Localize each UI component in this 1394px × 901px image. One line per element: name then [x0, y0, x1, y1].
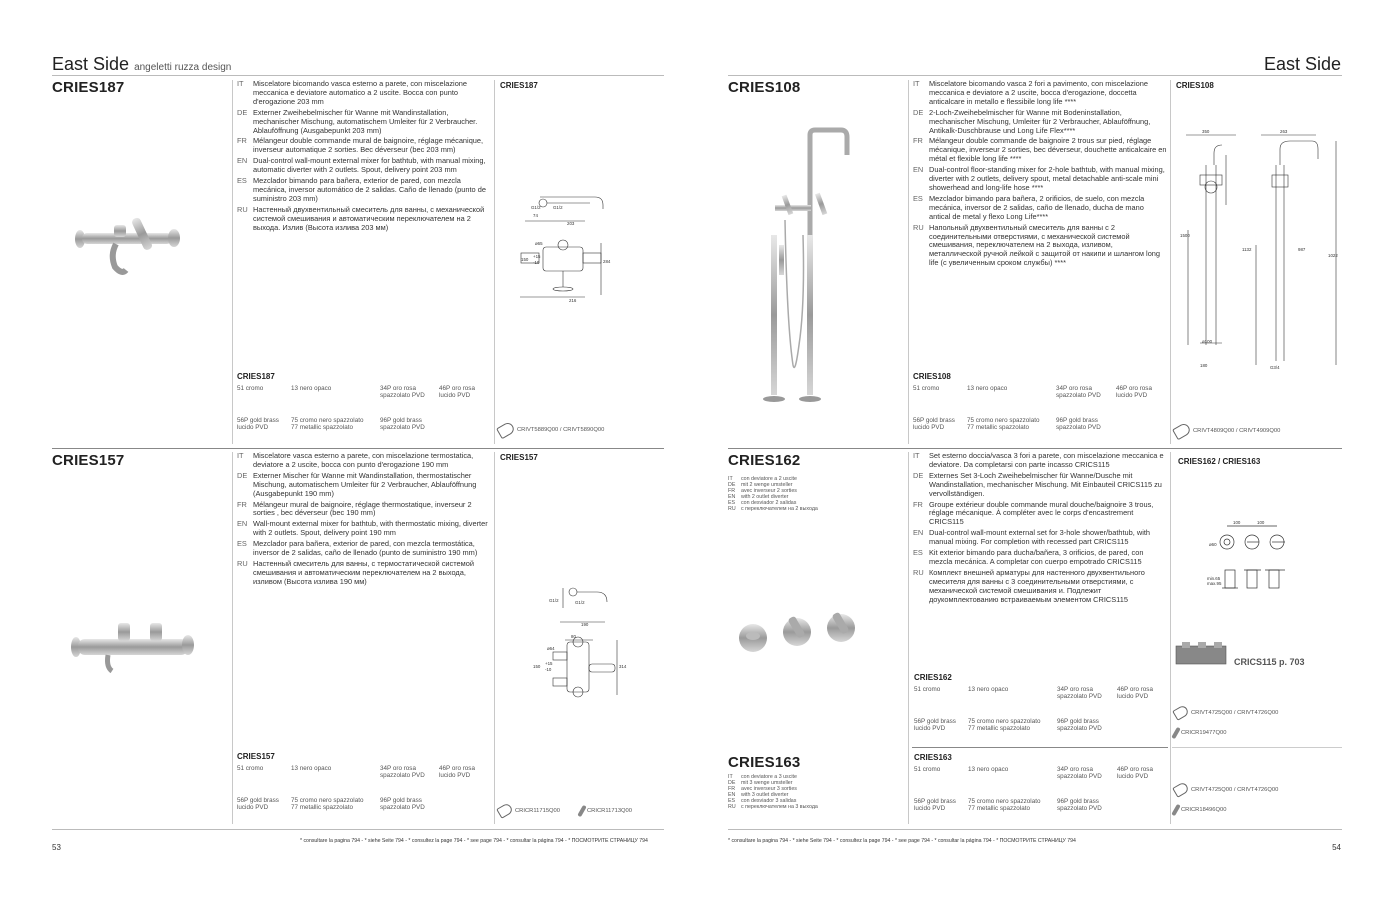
finish-item: 13 nero opaco — [968, 766, 1009, 773]
desc-row: IT Set esterno doccia/vasca 3 fori a parete, con miscelazione meccanica e deviatore. Da completarsi con parte incasso CRICS115 — [913, 451, 1164, 469]
dim-label: 150 — [521, 257, 529, 262]
dim-label: ø100 — [1202, 339, 1213, 344]
product-image — [68, 615, 198, 675]
right-page-header — [1264, 54, 1341, 75]
product-code: CRIES108 — [728, 79, 801, 96]
product-code: CRIES157 — [52, 452, 125, 469]
dim-label: ø60 — [1209, 542, 1217, 547]
section-rule — [912, 747, 1168, 748]
drawing-label: CRIES157 — [500, 453, 538, 462]
brand-title: East Side — [1263, 54, 1341, 74]
dim-label: 74 — [533, 213, 538, 218]
product-description — [237, 80, 489, 235]
desc-row: RU Настенный смеситель для ванны, с термостатической системой смешивания и автоматическим переключателем на 2 выхода, изливом (Высота излива 190 мм) — [237, 558, 474, 586]
desc-row: DE 2-Loch-Zweihebelmischer für Wanne mit Bodeninstallation, mechanischer Mischung, Umleiter für 2 Verbraucher, Ablauföffnung, Antikalk-Duschbrause und Long Life Flex**** — [913, 107, 1151, 135]
dim-label: 350 — [1202, 129, 1210, 134]
finish-item: 13 nero opaco — [291, 765, 332, 772]
footer-note: * consultare la pagina 794 - * siehe Seite 794 - * consultez la page 794 - * see page 794 - * consultar la página 794 - * ПОСМОТРИТЕ СТРАНИЦУ 794 — [300, 838, 648, 844]
desc-row: EN Dual-control floor-standing mixer for 2-hole bathtub, with manual mixing, diverter with 2 outlets, delivery spout, metal detachable anti-scale mini showerhead and long-life hose **** — [913, 165, 1165, 192]
dim-label: 150 — [533, 664, 541, 669]
diverter-variants: IT con deviatore a 3 uscite DE mit 3 wenge umsteller FR avec inverseur 3 sorties EN with 3 outlet diverter ES con desviador 3 salidas RU с переключателем на 3 выхода — [728, 774, 818, 811]
dim-label: G1/2 — [575, 600, 585, 605]
finish-item: 34P oro rosa spazzolato PVD — [1057, 766, 1102, 781]
dim-label: 80 — [571, 634, 576, 639]
accessory-ref: CRIVT5889Q00 / CRIVT5890Q00 — [498, 424, 604, 436]
column-rule — [232, 80, 233, 444]
accessory-ref: CRIVT4725Q00 / CRIVT4726Q00 — [1174, 784, 1278, 795]
desc-row: FR Mélangeur double commande mural de baignoire, réglage mécanique, inverseur automatique 2 sorties. Bec déverseur (bec 203 mm) — [237, 136, 484, 155]
drawing-label: CRIES108 — [1176, 81, 1214, 90]
accessory-ref: CRICR19477Q00 — [1174, 727, 1226, 739]
dim-label: 314 — [619, 664, 627, 669]
accessory-ref: CRICR11713Q00 — [580, 805, 632, 817]
shower-head-icon — [496, 421, 516, 439]
desc-row: ES Kit exterior bimando para ducha/bañera, 3 orificios, de pared, con mezcla mecánica. A completar con cuerpo empotrado CRICS115 — [913, 548, 1144, 566]
finishes-label: CRIES163 — [914, 753, 952, 762]
finish-item: 34P oro rosa spazzolato PVD — [1056, 385, 1101, 400]
product-image — [70, 215, 190, 285]
desc-row: DE Externer Zweihebelmischer für Wanne mit Wandinstallation, mechanischer Mischung, automatischem Umleiter für 2 Verbraucher. Ablauföffnung (Ausgabepunkt 203 mm) — [237, 107, 478, 135]
finish-item: 46P oro rosa lucido PVD — [439, 385, 475, 400]
footer-rule — [728, 829, 1342, 830]
column-rule — [494, 452, 495, 824]
finishes-label: CRIES162 — [914, 673, 952, 682]
product-code: CRIES163 — [728, 754, 801, 771]
finish-item: 75 cromo nero spazzolato 77 metallic spazzolato — [968, 718, 1041, 733]
column-rule — [232, 452, 233, 824]
product-description — [237, 452, 491, 589]
finish-item: 96P gold brass spazzolato PVD — [1057, 718, 1102, 733]
dim-label: 987 — [1298, 247, 1306, 252]
finish-item: 96P gold brass spazzolato PVD — [1056, 417, 1101, 432]
dim-label: G3/4 — [1270, 365, 1280, 370]
footer-note: * consultare la pagina 794 - * siehe Seite 794 - * consultez la page 794 - * see page 794 - * consultar la página 794 - * ПОСМОТРИТЕ СТРАНИЦУ 794 — [728, 838, 1076, 844]
dim-label: 203 — [567, 221, 575, 226]
dim-label: 263 — [1280, 129, 1288, 134]
shower-head-icon — [1172, 704, 1190, 721]
desc-row: ES Mezclador para bañera, exterior de pared, con mezcla termostática, inversor de 2 salidas, caño de llenado (punto de suministro 190 mm) — [237, 539, 478, 558]
dim-label: G1/2 — [549, 598, 559, 603]
column-rule — [494, 80, 495, 444]
dim-label: -10 — [545, 667, 552, 672]
accessory-ref: CRIVT4809Q00 / CRIVT4909Q00 — [1174, 425, 1280, 437]
dim-label: +15 — [545, 661, 553, 666]
section-rule — [728, 448, 1342, 449]
product-code: CRIES187 — [52, 79, 125, 96]
drawing-label: CRIES162 / CRIES163 — [1178, 457, 1261, 466]
finish-item: 13 nero opaco — [291, 385, 332, 392]
finish-item: 34P oro rosa spazzolato PVD — [1057, 686, 1102, 701]
desc-row: ES Mezclador bimando para bañera, exterior de pared, con mezcla mecánica, inversor automático de 2 salidas. Caño de llenado (punto de suministro 203 mm) — [237, 176, 486, 203]
column-rule — [908, 80, 909, 444]
page-number: 54 — [1332, 843, 1341, 852]
section-rule — [52, 448, 664, 449]
finish-item: 56P gold brass lucido PVD — [914, 798, 956, 813]
brand-title: East Side — [52, 54, 130, 74]
desc-row: IT Miscelatore bicomando vasca esterno a parete, con miscelazione meccanica e deviatore automatico a 2 uscite. Bocca con punto d'erogazione 203 mm — [237, 79, 468, 106]
finish-item: 51 cromo — [237, 385, 264, 392]
product-description — [913, 452, 1167, 607]
hand-shower-icon — [1171, 727, 1180, 739]
finish-item: 13 nero opaco — [967, 385, 1008, 392]
finish-item: 46P oro rosa lucido PVD — [1117, 686, 1153, 701]
recessed-part-ref[interactable]: CRICS115 p. 703 — [1234, 657, 1305, 667]
column-rule — [1170, 80, 1171, 444]
finishes-label: CRIES187 — [237, 372, 275, 381]
drawing-label: CRIES187 — [500, 81, 538, 90]
finish-item: 56P gold brass lucido PVD — [913, 417, 955, 432]
recessed-body-image — [1174, 640, 1230, 670]
desc-row: FR Groupe extérieur double commande mural douche/baignoire 3 trous, réglage mécanique. À compléter avec le corps d'encastrement CRICS115 — [913, 499, 1154, 527]
desc-row: DE Externer Mischer für Wanne mit Wandinstallation, thermostatischer Mischung, automatischem Umleiter für 2 Verbraucher, Ablauföffnung (Ausgabepunkt 190 mm) — [237, 470, 477, 498]
dim-label: G1/2 — [531, 205, 541, 210]
desc-row: ES Mezclador bimando para bañera, 2 orificios, de suelo, con mezcla mecánica, inversor de 2 salidas, caño de llenado, ducha de mano antical de metal y flexo Long Life**** — [913, 193, 1145, 221]
header-rule — [52, 75, 664, 76]
finishes-label: CRIES108 — [913, 372, 951, 381]
dim-label: +15 — [533, 254, 541, 259]
finish-item: 46P oro rosa lucido PVD — [439, 765, 475, 780]
header-rule — [728, 75, 1342, 76]
designer-name: angeletti ruzza design — [134, 62, 232, 73]
dim-label: ø65 — [535, 241, 543, 246]
shower-head-icon — [1172, 422, 1192, 440]
finish-item: 34P oro rosa spazzolato PVD — [380, 385, 425, 400]
dim-label: 100 — [1233, 520, 1241, 525]
technical-drawing — [1205, 522, 1315, 602]
dim-label: 1500 — [1180, 233, 1190, 238]
dim-label: 216 — [569, 298, 577, 303]
dim-label: 180 — [1200, 363, 1208, 368]
finish-item: 51 cromo — [237, 765, 264, 772]
technical-drawing — [505, 195, 615, 307]
finish-item: 96P gold brass spazzolato PVD — [1057, 798, 1102, 813]
dim-label: ø64 — [547, 646, 555, 651]
dim-label: max.95 — [1207, 581, 1222, 586]
accessory-ref: CRICR11715Q00 — [498, 805, 560, 816]
desc-row: FR Mélangeur double commande de baignoire 2 trous sur pied, réglage mécanique, inverseur 2 sorties, bec déverseur, douchette anticalcaire en métal et flexible long life **** — [913, 136, 1167, 164]
hand-shower-icon — [1171, 804, 1180, 816]
page-number: 53 — [52, 843, 61, 852]
dim-label: G1/2 — [553, 205, 563, 210]
finish-item: 56P gold brass lucido PVD — [914, 718, 956, 733]
diverter-variants: IT con deviatore a 2 uscite DE mit 2 wenge umsteller FR avec inverseur 2 sorties EN with 2 outlet diverter ES con desviador 2 salidas RU с переключателем на 2 выхода — [728, 476, 818, 513]
finish-item: 56P gold brass lucido PVD — [237, 417, 279, 432]
accessory-ref: CRIVT4725Q00 / CRIVT4726Q00 — [1174, 707, 1278, 718]
desc-row: RU Настенный двухвентильный смеситель для ванны, с механической системой смешивания и автоматическим переключателем на 2 выхода. Излив (Высота излива 203 мм) — [237, 204, 485, 232]
finish-item: 96P gold brass spazzolato PVD — [380, 417, 425, 432]
dim-label: 1022 — [1328, 253, 1338, 258]
technical-drawing — [505, 580, 625, 705]
desc-row: DE Externes Set 3-Loch Zweihebelmischer für Wanne/Dusche mit Wandinstallation, mechanischer Mischung. Mit Einbauteil CRICS115 zu vervollständigen. — [913, 470, 1162, 498]
footer-rule — [52, 829, 664, 830]
finish-item: 51 cromo — [914, 686, 941, 693]
product-code: CRIES162 — [728, 452, 801, 469]
finish-item: 46P oro rosa lucido PVD — [1116, 385, 1152, 400]
dim-label: 284 — [603, 259, 611, 264]
finish-item: 46P oro rosa lucido PVD — [1117, 766, 1153, 781]
finish-item: 96P gold brass spazzolato PVD — [380, 797, 425, 812]
desc-row: EN Dual-control wall-mount external mixer for bathtub, with manual mixing, automatic diverter with 2 outlets. Spout, delivery point 203 mm — [237, 156, 486, 175]
finish-item: 75 cromo nero spazzolato 77 metallic spazzolato — [291, 417, 364, 432]
finish-item: 13 nero opaco — [968, 686, 1009, 693]
finishes-label: CRIES157 — [237, 752, 275, 761]
technical-drawing — [1176, 125, 1342, 375]
finish-item: 75 cromo nero spazzolato 77 metallic spazzolato — [291, 797, 364, 812]
product-description — [913, 80, 1167, 270]
finish-item: 56P gold brass lucido PVD — [237, 797, 279, 812]
desc-row: IT Miscelatore bicomando vasca 2 fori a pavimento, con miscelazione meccanica e deviatore a 2 uscite, bocca d'erogazione, doccetta anticalcare in metallo e flessibile long life **** — [913, 79, 1148, 106]
dim-label: 100 — [1257, 520, 1265, 525]
accessory-ref: CRICR18496Q00 — [1174, 804, 1226, 816]
finish-item: 51 cromo — [914, 766, 941, 773]
dim-label: 190 — [581, 622, 589, 627]
dim-label: 1132 — [1242, 247, 1252, 252]
desc-row: FR Mélangeur mural de baignoire, réglage thermostatique, inverseur 2 sorties , bec déverseur (bec 190 mm) — [237, 499, 472, 518]
left-page-header — [52, 54, 231, 75]
hand-shower-icon — [577, 805, 586, 817]
column-rule — [908, 452, 909, 824]
finish-item: 75 cromo nero spazzolato 77 metallic spazzolato — [967, 417, 1040, 432]
desc-row: RU Напольный двухвентильный смеситель для ванны с 2 соединительными отверстиями, с механической системой смешивания, переключателем на 2 выхода, изливом, металлической ручной лейкой с защитой от накипи и шлангом long life (с увеличенным сроком службы) **** — [913, 222, 1161, 268]
dim-label: min.65 — [1207, 576, 1221, 581]
desc-row: EN Dual-control wall-mount external set for 3-hole shower/bathtub, with manual mixing. For completion with recessed part CRICS115 — [913, 528, 1151, 547]
desc-row: IT Miscelatore vasca esterno a parete, con miscelazione termostatica, deviatore a 2 uscite, bocca con punto d'erogazione 190 mm — [237, 451, 474, 469]
desc-row: RU Комплект внешней арматуры для настенного двухвентильного смесителя для ванны с 3 соединительными отверстиями, с механической системой смешивания и. Подлежит доукомплектованию встраиваемым элементом CRICS115 — [913, 567, 1145, 604]
product-image — [755, 125, 855, 410]
product-image — [735, 608, 885, 658]
shower-head-icon — [1172, 781, 1190, 798]
finish-item: 51 cromo — [913, 385, 940, 392]
finish-item: 34P oro rosa spazzolato PVD — [380, 765, 425, 780]
dim-label: -10 — [533, 260, 540, 265]
desc-row: EN Wall-mount external mixer for bathtub, with thermostatic mixing, diverter with 2 outlets. Spout, delivery point 190 mm — [237, 519, 488, 538]
section-rule — [1172, 747, 1342, 748]
finish-item: 75 cromo nero spazzolato 77 metallic spazzolato — [968, 798, 1041, 813]
column-rule — [1170, 452, 1171, 824]
shower-head-icon — [496, 802, 514, 819]
